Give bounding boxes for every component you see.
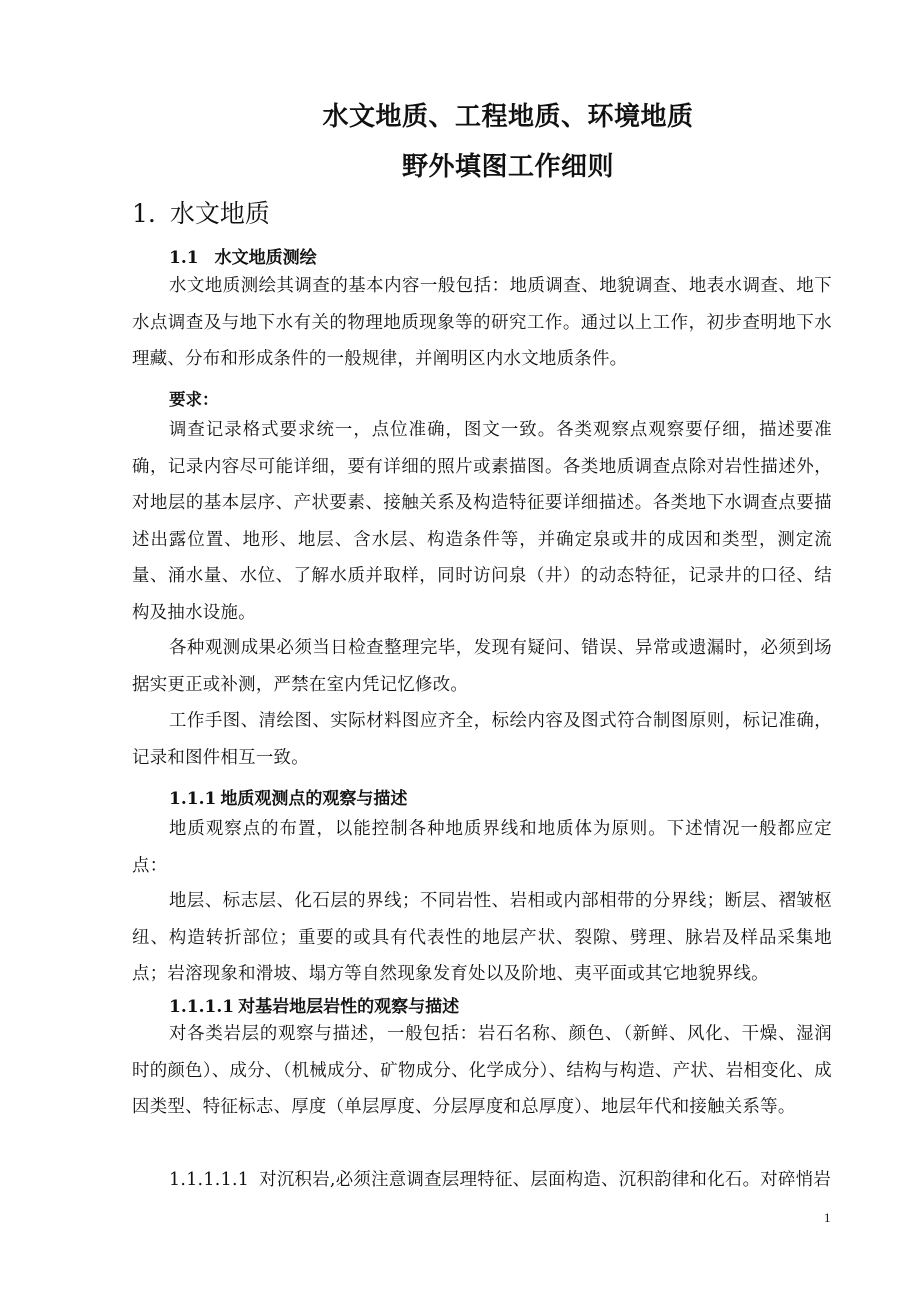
section-1-1-1-1-1-paragraph (132, 1162, 832, 1199)
requirements-paragraph-3: 工作手图、清绘图、实际材料图应齐全，标绘内容及图式符合制图原则，标记准确，记录和图件相互一致。 (132, 711, 832, 768)
section-1-1-1-1-paragraph-1: 对各类岩层的观察与描述，一般包括：岩石名称、颜色、（新鲜、风化、干燥、湿润时的颜色）、成分、（机械成分、矿物成分、化学成分）、结构与构造、产状、岩相变化、成因类型、特征标志、厚度（单层厚度、分层厚度和总厚度）、地层年代和接触关系等。 (132, 1024, 832, 1117)
section-1-1-intro: 水文地质测绘其调查的基本内容一般包括：地质调查、地貌调查、地表水调查、地下水点调查及与地下水有关的物理地质现象等的研究工作。通过以上工作，初步查明地下水理藏、分布和形成条件的一般规律，并阐明区内水文地质条件。 (132, 276, 832, 369)
section-1-1-1-1-heading (169, 992, 459, 1017)
section-1-1-title: 水文地质测绘 (214, 248, 317, 268)
section-1-1-1-paragraph-1: 地质观察点的布置，以能控制各种地质界线和地质体为原则。下述情况一般都应定点： (132, 819, 832, 876)
section-1-1-1-1-number: 1.1.1.1 (169, 997, 235, 1017)
section-1-1-1-heading (169, 784, 407, 809)
requirements-paragraph-1: 调查记录格式要求统一，点位准确，图文一致。各类观察点观察要仔细，描述要准确，记录内容尽可能详细，要有详细的照片或素描图。各类地质调查点除对岩性描述外，对地层的基本层序、产状要素、接触关系及构造特征要详细描述。各类地下水调查点要描述出露位置、地形、地层、含水层、构造条件等，并确定泉或井的成因和类型，测定流量、涌水量、水位、了解水质并取样，同时访问泉（井）的动态特征，记录井的口径、结构及抽水设施。 (132, 420, 832, 623)
section-1-1-heading (169, 243, 317, 268)
section-1-number: 1. (132, 199, 156, 228)
page-number: 1 (824, 1210, 831, 1225)
requirements-paragraph-2: 各种观测成果必须当日检查整理完毕，发现有疑问、错误、异常或遗漏时，必须到场据实更正或补测，严禁在室内凭记忆修改。 (132, 638, 832, 695)
section-1-1-1-1-title: 对基岩地层岩性的观察与描述 (238, 997, 460, 1017)
section-1-title: 水文地质 (169, 199, 270, 228)
section-1-1-1-1-1-text: 对沉积岩,必须注意调查层理特征、层面构造、沉积韵律和化石。对碎悄岩 (259, 1170, 832, 1190)
section-1-1-1-paragraph-2: 地层、标志层、化石层的界线；不同岩性、岩相或内部相带的分界线；断层、褶皱枢纽、构造转折部位；重要的或具有代表性的地层产状、裂隙、劈理、脉岩及样品采集地点；岩溶现象和滑坡、塌方等自然现象发育处以及阶地、夷平面或其它地貌界线。 (132, 891, 832, 984)
document-title-line1: 水文地质、工程地质、环境地质 (322, 102, 694, 132)
section-1-1-number: 1.1 (169, 248, 199, 268)
section-1-1-1-number: 1.1.1 (169, 789, 217, 809)
document-title-line2: 野外填图工作细则 (401, 152, 614, 182)
section-1-1-1-title: 地质观测点的观察与描述 (220, 789, 408, 809)
section-1-heading (132, 194, 270, 230)
section-1-1-1-1-1-number: 1.1.1.1.1 (169, 1170, 250, 1190)
requirements-label: 要求： (169, 390, 219, 409)
